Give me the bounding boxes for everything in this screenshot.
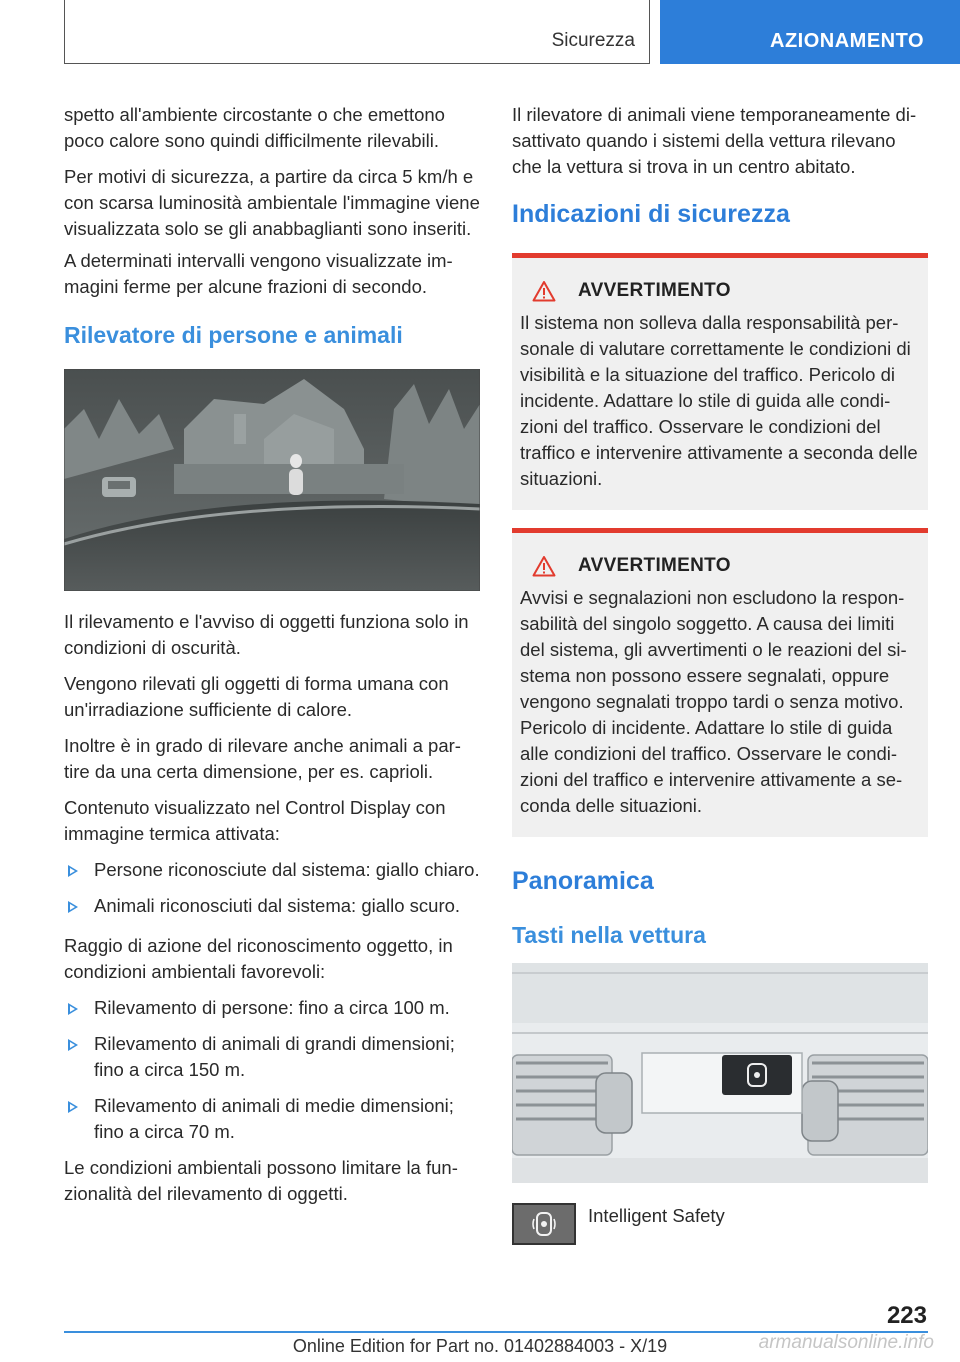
- triangle-bullet-icon: [68, 865, 78, 877]
- intelligent-safety-icon: [531, 1210, 557, 1238]
- intelligent-safety-button[interactable]: [512, 1203, 576, 1245]
- footer-edition: Online Edition for Part no. 01402884003 - X/19: [292, 1336, 668, 1356]
- list-item: Rilevamento di animali di grandi dimensioni; fino a circa 150 m.: [64, 1031, 480, 1083]
- warning-text: Il sistema non solleva dalla responsabilità personale di valutare correttamente le condizioni di visibilità e la situazione del traffico. Pericolo di incidente. Adattare lo stile di guida alle condizioni del traffico. Osservare le condizioni del traffico e intervenire attivamente a seconda delle situazioni.: [520, 312, 918, 489]
- list-item: Persone riconosciute dal sistema: giallo chiaro.: [64, 857, 480, 883]
- night-vision-image: [64, 369, 480, 591]
- watermark: armanualsonline.info: [758, 1332, 934, 1353]
- paragraph: Vengono rilevati gli oggetti di forma umana con un'irradiazione sufficiente di calore.: [64, 673, 449, 720]
- dashboard-image: [512, 963, 928, 1183]
- triangle-bullet-icon: [68, 1101, 78, 1113]
- warning-title: AVVERTIMENTO: [578, 555, 731, 576]
- left-column: [64, 102, 480, 1217]
- chapter-title: AZIONAMENTO: [770, 30, 925, 52]
- warning-box: [512, 253, 928, 510]
- triangle-bullet-icon: [68, 901, 78, 913]
- key-row: [512, 1203, 928, 1245]
- header-chapter-tab: [660, 0, 960, 64]
- paragraph: spetto all'ambiente circostante o che emettono poco calore sono quindi difficilmente rilevabili.: [64, 104, 445, 151]
- paragraph: Per motivi di sicurezza, a partire da circa 5 km/h e con scarsa luminosità ambientale l'immagine viene visualizzata solo se gli anabbaglianti sono inseriti.: [64, 166, 480, 239]
- warning-header: [520, 555, 920, 577]
- triangle-bullet-icon: [68, 1003, 78, 1015]
- paragraph: Il rilevamento e l'avviso di oggetti funziona solo in condizioni di oscurità.: [64, 611, 469, 658]
- paragraph: Le condizioni ambientali possono limitare la funzionalità del rilevamento di oggetti.: [64, 1157, 458, 1204]
- warning-header: [520, 280, 920, 302]
- bullet-list: [64, 857, 480, 919]
- header-section-tab: [64, 0, 650, 64]
- subsection-heading: Tasti nella vettura: [512, 922, 706, 948]
- bullet-list: [64, 995, 480, 1145]
- page-number: 223: [886, 1302, 927, 1329]
- paragraph: Il rilevatore di animali viene temporaneamente disattivato quando i sistemi della vettura rilevano che la vettura si trova in un centro abitato.: [512, 104, 917, 177]
- section-title: Sicurezza: [551, 30, 635, 51]
- triangle-bullet-icon: [68, 1039, 78, 1051]
- warning-text: Avvisi e segnalazioni non escludono la responsabilità del singolo soggetto. A causa dei limiti del sistema, gli avvertimenti o le reazioni del sistema non possono essere segnalati, oppure vengono segnalati troppo tardi o senza motivo. Pericolo di incidente. Adattare lo stile di guida alle condizioni del traffico. Osservare le condizioni del traffico e intervenire attivamente a seconda delle situazioni.: [520, 587, 907, 816]
- right-column: [512, 102, 928, 1245]
- key-label: Intelligent Safety: [588, 1205, 725, 1226]
- section-heading: Panoramica: [512, 867, 654, 895]
- warning-triangle-icon: [532, 555, 556, 577]
- paragraph: Raggio di azione del riconoscimento oggetto, in condizioni ambientali favorevoli:: [64, 935, 453, 982]
- paragraph: Contenuto visualizzato nel Control Display con immagine termica attivata:: [64, 797, 446, 844]
- list-item: Rilevamento di animali di medie dimensioni; fino a circa 70 m.: [64, 1093, 480, 1145]
- section-heading: Indicazioni di sicurezza: [512, 200, 790, 228]
- list-item: Animali riconosciuti dal sistema: giallo scuro.: [64, 893, 480, 919]
- warning-box: [512, 528, 928, 837]
- warning-triangle-icon: [532, 280, 556, 302]
- subsection-heading: Rilevatore di persone e animali: [64, 322, 403, 348]
- warning-title: AVVERTIMENTO: [578, 280, 731, 301]
- paragraph: A determinati intervalli vengono visualizzate immagini ferme per alcune frazioni di secondo.: [64, 250, 453, 297]
- paragraph: Inoltre è in grado di rilevare anche animali a partire da una certa dimensione, per es. caprioli.: [64, 735, 461, 782]
- list-item: Rilevamento di persone: fino a circa 100 m.: [64, 995, 480, 1021]
